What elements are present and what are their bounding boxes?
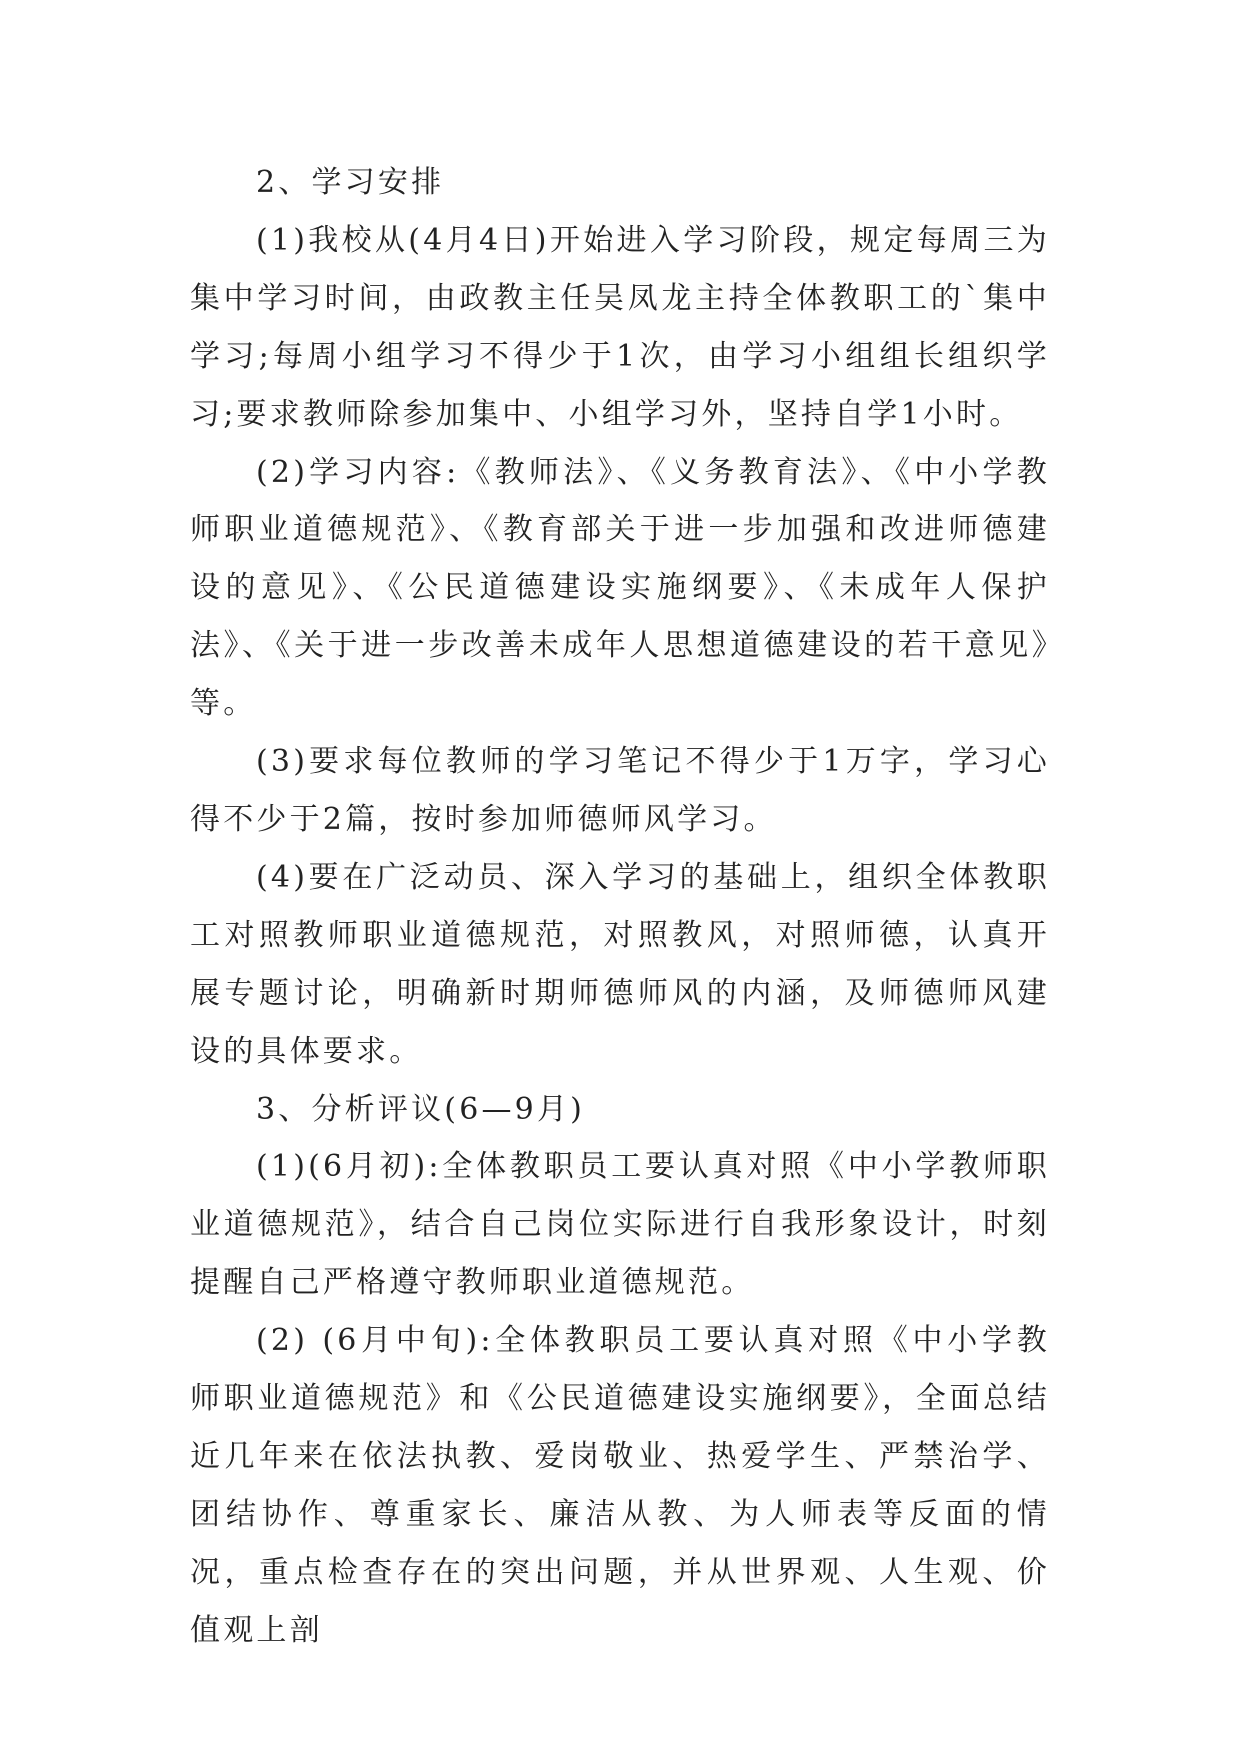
section-heading-analysis-review: 3、分析评议(6—9月) [256,1091,586,1127]
paragraph-topic-discussion: (4)要在广泛动员、深入学习的基础上，组织全体教职工对照教师职业道德规范，对照教风，对照师德，认真开展专题讨论，明确新时期师德师风的内涵，及师德师风建设的具体要求。 [190,859,1050,1069]
paragraph-self-review: (2) (6月中旬):全体教职员工要认真对照《中小学教师职业道德规范》和《公民道德建设实施纲要》，全面总结近几年来在依法执教、爱岗敬业、热爱学生、严禁治学、团结协作、尊重家长、廉洁从教、为人师表等反面的情况，重点检查存在的突出问题，并从世界观、人生观、价值观上剖 [190,1323,1050,1648]
section-heading-study-arrangement: 2、学习安排 [256,165,445,200]
paragraph-study-schedule: (1)我校从(4月4日)开始进入学习阶段，规定每周三为集中学习时间，由政教主任吴凤龙主持全体教职工的`集中学习;每周小组学习不得少于1次，由学习小组组长组织学习;要求教师除参加集中、小组学习外，坚持自学1小时。 [190,222,1050,432]
paragraph-study-notes-requirement: (3)要求每位教师的学习笔记不得少于1万字，学习心得不少于2篇，按时参加师德师风学习。 [190,744,1050,837]
paragraph-self-image-design: (1)(6月初):全体教职员工要认真对照《中小学教师职业道德规范》，结合自己岗位实际进行自我形象设计，时刻提醒自己严格遵守教师职业道德规范。 [190,1149,1050,1301]
document-body [190,154,1050,1660]
paragraph-study-content: (2)学习内容:《教师法》、《义务教育法》、《中小学教师职业道德规范》、《教育部关于进一步加强和改进师德建设的意见》、《公民道德建设实施纲要》、《未成年人保护法》、《关于进一步改善未成年人思想道德建设的若干意见》等。 [190,454,1050,722]
